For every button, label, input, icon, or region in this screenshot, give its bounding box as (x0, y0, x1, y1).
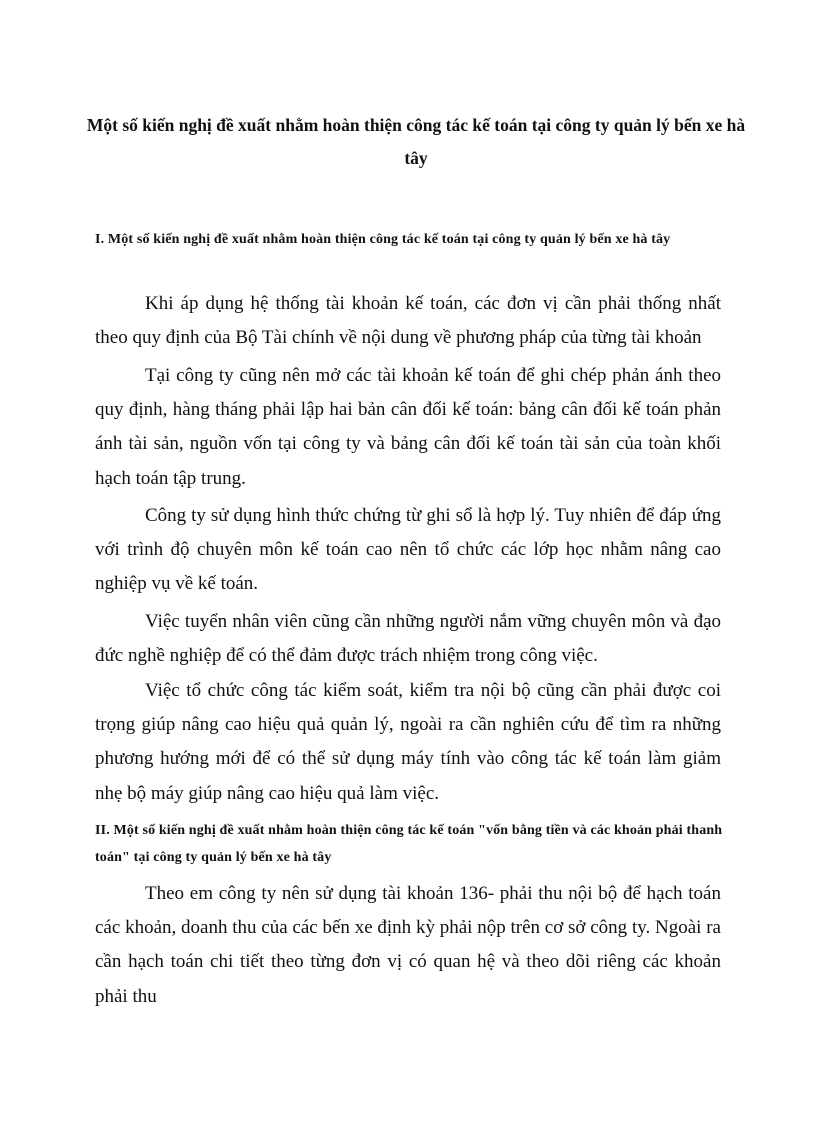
section-1-paragraph-1: Khi áp dụng hệ thống tài khoản kế toán, các đơn vị cần phải thống nhất theo quy định của Bộ Tài chính về nội dung về phương pháp của từng tài khoản (95, 293, 721, 349)
section-2-heading: II. Một số kiến nghị đề xuất nhằm hoàn thiện công tác kế toán "vốn bằng tiền và các khoản phải thanh toán" tại công ty quản lý bến xe hà tây (95, 823, 723, 865)
section-1-paragraph-3: Công ty sử dụng hình thức chứng từ ghi sổ là hợp lý. Tuy nhiên để đáp ứng với trình độ chuyên môn kế toán cao nên tổ chức các lớp học nhằm nâng cao nghiệp vụ về kế toán. (95, 505, 721, 595)
section-2-paragraph-1: Theo em công ty nên sử dụng tài khoản 136- phải thu nội bộ để hạch toán các khoản, doanh thu của các bến xe định kỳ phải nộp trên cơ sở công ty. Ngoài ra cần hạch toán chi tiết theo từng đơn vị có quan hệ và theo dõi riêng các khoản phải thu (95, 883, 721, 1007)
section-1-paragraph-4: Việc tuyển nhân viên cũng cần những người nắm vững chuyên môn và đạo đức nghề nghiệp để có thể đảm được trách nhiệm trong công việc. (95, 611, 721, 667)
section-1-paragraph-5: Việc tổ chức công tác kiểm soát, kiểm tra nội bộ cũng cần phải được coi trọng giúp nâng cao hiệu quả quản lý, ngoài ra cần nghiên cứu để tìm ra những phương hướng mới để có thể sử dụng máy tính vào công tác kế toán làm giảm nhẹ bộ máy giúp nâng cao hiệu quả làm việc. (95, 680, 721, 804)
section-1-paragraph-2: Tại công ty cũng nên mở các tài khoản kế toán để ghi chép phản ánh theo quy định, hàng tháng phải lập hai bản cân đối kế toán: bảng cân đối kế toán phản ánh tài sản, nguồn vốn tại công ty và bảng cân đối kế toán tài sản của toàn khối hạch toán tập trung. (95, 365, 721, 489)
document-title: Một số kiến nghị đề xuất nhằm hoàn thiện công tác kế toán tại công ty quản lý bến xe hà tây (86, 115, 746, 168)
section-1-heading: I. Một số kiến nghị đề xuất nhằm hoàn thiện công tác kế toán tại công ty quản lý bến xe hà tây (95, 232, 671, 247)
